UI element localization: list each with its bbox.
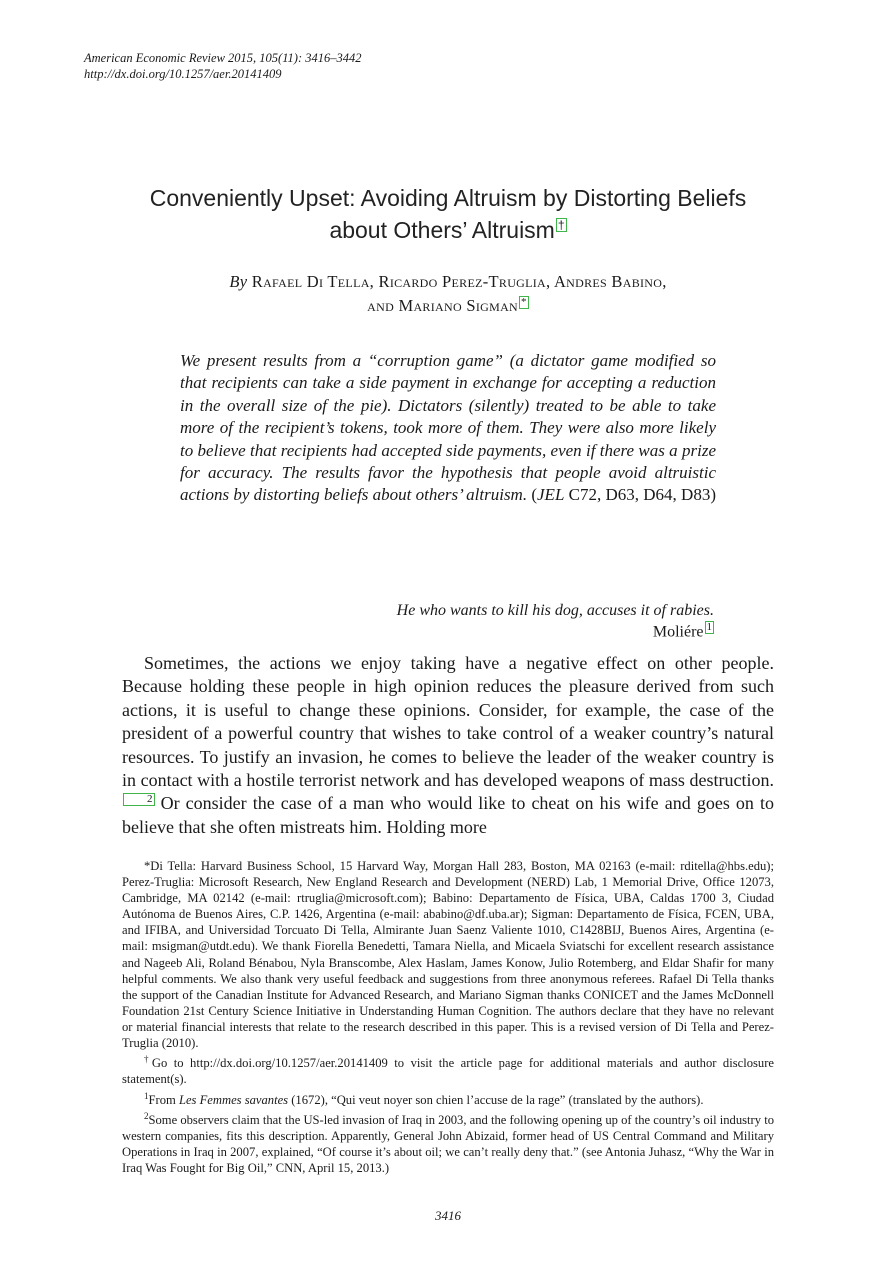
epigraph <box>300 600 714 642</box>
epigraph-attribution-line <box>300 621 714 642</box>
doi-link[interactable]: http://dx.doi.org/10.1257/aer.20141409 <box>84 67 282 81</box>
authors-names-2: and Mariano Sigman <box>367 296 518 315</box>
footnote-affiliations <box>122 858 774 1051</box>
jel-codes: C72, D63, D64, D83) <box>564 485 716 505</box>
footnote-1-title: Les Femmes savantes <box>178 1092 289 1107</box>
author-list <box>150 270 746 318</box>
journal-citation: American Economic Review 2015, 105(11): 3416–3442 <box>84 51 362 65</box>
title-dagger-link[interactable]: † <box>557 218 565 233</box>
authors-names-1: Rafael Di Tella, Ricardo Perez-Truglia, Andres Babino, <box>251 272 667 291</box>
title-line-2-text: about Others’ Altruism <box>329 217 555 243</box>
footnote-dagger-mark: † <box>144 1054 152 1065</box>
abstract-text: We present results from a “corruption game” (a dictator game modified so that recipients can take a side payment in exchange for accepting a reduction in the overall size of the pie). Dictators (silently) treated to be able to take more of the recipient’s tokens, took more of them. They were also more likely to believe that recipients had accepted side payments, even if there was a prize for accuracy. The results favor the hypothesis that people avoid altruistic actions by distorting beliefs about others’ altruism. <box>180 351 716 505</box>
footnote-2 <box>122 1108 774 1177</box>
title-line-2 <box>90 214 806 246</box>
epigraph-quote: He who wants to kill his dog, accuses it of rabies. <box>396 602 714 619</box>
footnote-dagger <box>122 1051 774 1087</box>
footnote-1-post: (1672), “Qui veut noyer son chien l’accuse de la rage” (translated by the authors). <box>288 1092 704 1107</box>
title-line-1: Conveniently Upset: Avoiding Altruism by Distorting Beliefs <box>149 185 747 211</box>
jel-open: ( <box>531 485 538 505</box>
journal-header <box>84 50 361 82</box>
authors-line-2 <box>150 294 746 318</box>
jel-label: JEL <box>537 485 565 505</box>
epigraph-attribution: Moliére <box>652 623 704 641</box>
footnote-2-mark: 2 <box>144 1110 149 1121</box>
footnote-1-mark: 1 <box>144 1090 149 1101</box>
footnote-dagger-text: Go to http://dx.doi.org/10.1257/aer.20141409 to visit the article page for additional materials and author disclosure statement(s). <box>122 1056 774 1087</box>
footnote-1-pre: From <box>148 1092 179 1107</box>
footnote-star-mark: * <box>144 859 151 873</box>
abstract <box>180 350 716 507</box>
epigraph-footnote-link[interactable]: 1 <box>706 621 712 633</box>
authors-line-1 <box>150 270 746 294</box>
body-footnote-link[interactable]: 2 <box>123 793 155 806</box>
paper-title <box>90 182 806 246</box>
page-number: 3416 <box>435 1208 461 1223</box>
body-text-part-1: Sometimes, the actions we enjoy taking have a negative effect on other people. Because holding these people in high opinion reduces the pleasure derived from such actions, it is useful to change these opinions. Consider, for example, the case of the president of a powerful country that wishes to take control of a weaker country’s natural resources. To justify an invasion, he comes to believe the leader of the weaker country is in contact with a hostile terrorist network and has developed weapons of mass destruction. <box>122 653 774 791</box>
body-text-part-2: Or consider the case of a man who would like to cheat on his wife and goes on to believe that she often mistreats him. Holding more <box>122 793 774 837</box>
footnote-1 <box>122 1088 774 1108</box>
footnote-star-text: Di Tella: Harvard Business School, 15 Harvard Way, Morgan Hall 283, Boston, MA 02163 (e-mail: rditella@hbs.edu); Perez-Truglia: Microsoft Research, New England Research and Development (NERD) Lab, 1 Memorial Drive, Office 12073, Cambridge, MA 02142 (e-mail: rtruglia@microsoft.com); Babino: Departamento de Física, UBA, Caldas 1700 3, Ciudad Autónoma de Buenos Aires, C.P. 1426, Argentina (e-mail: ababino@df.uba.ar); Sigman: Departamento de Física, FCEN, UBA, and IFIBA, and Universidad Torcuato Di Tella, Almirante Juan Saenz Valiente 1010, C1428BIJ, Buenos Aires, Argentina (e-mail: msigman@utdt.edu). We thank Fiorella Benedetti, Tamara Niella, and Micaela Sviatschi for excellent research assistance and Nageeb Ali, Roland Bénabou, Nyla Branscombe, Alex Haslam, James Konow, Julio Rotemberg, and Eldar Shafir for many helpful comments. We also thank very useful feedback and suggestions from three anonymous referees. Rafael Di Tella thanks the support of the Canadian Institute for Advanced Research, and Mariano Sigman thanks CONICET and the James McDonnell Foundation 21st Century Science Initiative in Understanding Human Cognition. The authors declare that they have no relevant or material financial interests that relate to the research described in this paper. This is a revised version of Di Tella and Perez-Truglia (2010). <box>122 859 774 1051</box>
author-footnote-link[interactable]: * <box>521 295 527 308</box>
by-label: By <box>229 272 248 291</box>
footnote-2-text: Some observers claim that the US-led invasion of Iraq in 2003, and the following opening up of the country’s oil industry to western companies, fits this description. Apparently, General John Abizaid, former head of US Central Command and Military Operations in Iraq in 2007, explained, “Of course it’s about oil; we can’t really deny that.” (see Antonia Juhasz, “Why the War in Iraq Was Fought for Big Oil,” CNN, April 15, 2013.) <box>122 1112 774 1176</box>
footnotes <box>122 858 774 1176</box>
body-paragraph <box>122 652 774 839</box>
